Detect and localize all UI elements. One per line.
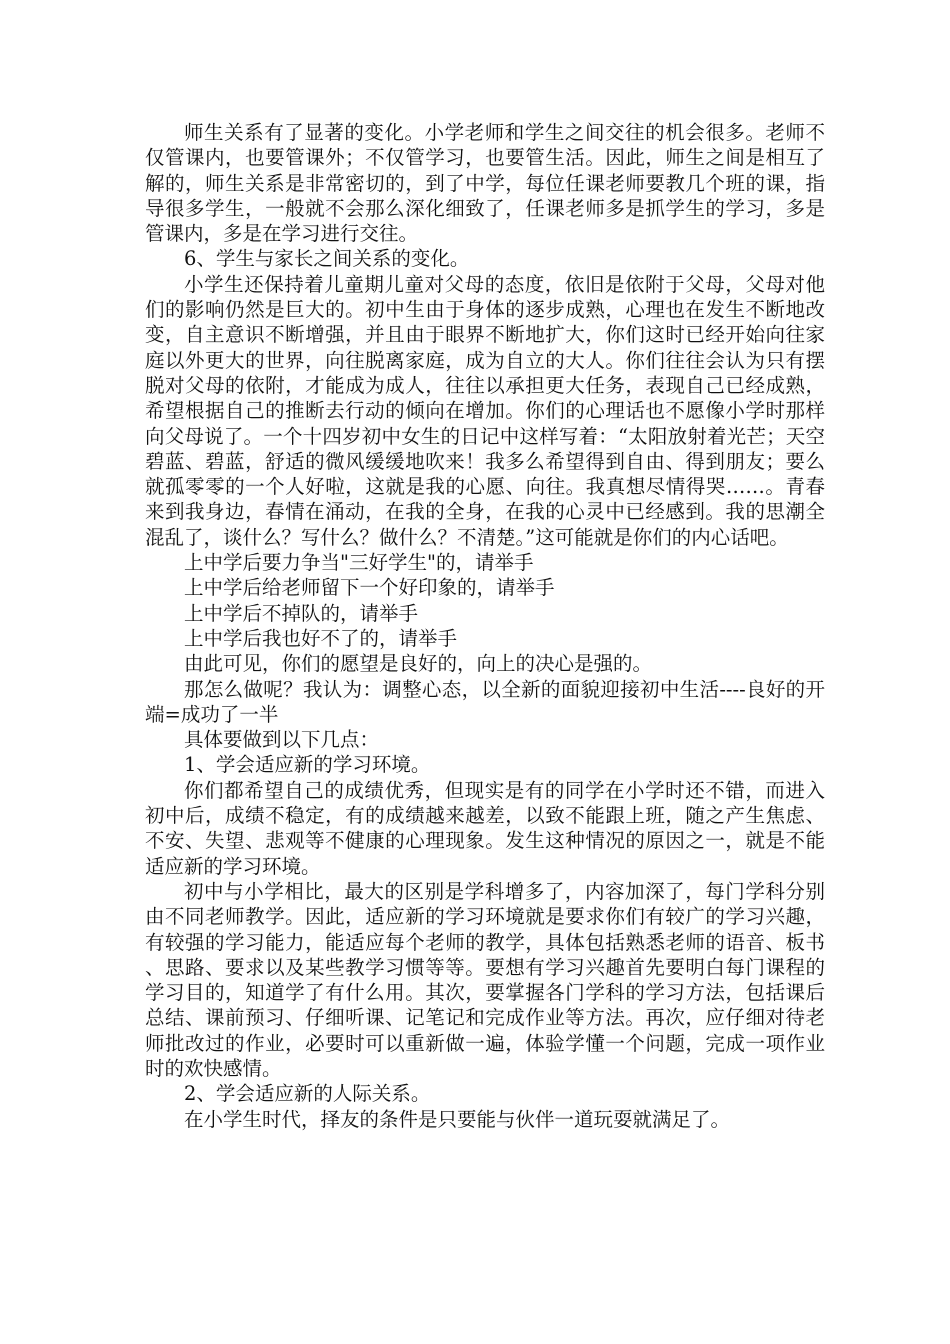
heading-interpersonal-relationships: 2、学会适应新的人际关系。	[184, 1082, 431, 1106]
line-not-fall-behind: 上中学后不掉队的，请举手	[184, 601, 419, 625]
paragraph-choosing-friends: 在小学生时代，择友的条件是只要能与伙伴一道玩耍就满足了。	[184, 1107, 731, 1131]
paragraph-student-parent-relationship: 小学生还保持着儿童期儿童对父母的态度，依旧是依附于父母，父母对他们的影响仍然是巨大的。初中生由于身体的逐步成熟，心理也在发生不断地改变，自主意识不断增强，并且由于眼界不断地扩大，你们这时已经开始向往家庭以外更大的世界，向往脱离家庭，成为自立的大人。你们往往会认为只有摆脱对父母的依附，才能成为成人，往往以承担更大任务，表现自己已经成熟，希望根据自己的推断去行动的倾向在增加。你们的心理话也不愿像小学时那样向父母说了。一个十四岁初中女生的日记中这样写着：“太阳放射着光芒；天空碧蓝、碧蓝，舒适的微风缓缓地吹来！我多么希望得到自由、得到朋友；要么就孤零零的一个人好啦，这就是我的心愿、向往。我真想尽情得哭……。青春来到我身边，春情在涌动，在我的全身，在我的心灵中已经感到。我的思潮全混乱了，谈什么？写什么？做什么？不清楚。”这可能就是你们的内心话吧。	[145, 272, 825, 549]
line-good-impression: 上中学后给老师留下一个好印象的，请举手	[184, 576, 555, 600]
paragraph-teacher-student-relationship: 师生关系有了显著的变化。小学老师和学生之间交往的机会很多。老师不仅管课内，也要管课外；不仅管学习，也要管生活。因此，师生之间是相互了解的，师生关系是非常密切的，到了中学，每位任课老师要教几个班的课，指导很多学生，一般就不会那么深化细致了，任课老师多是抓学生的学习，多是管课内，多是在学习进行交往。	[145, 121, 825, 246]
heading-learning-environment: 1、学会适应新的学习环境。	[184, 753, 431, 777]
paragraph-adjust-mindset: 那怎么做呢？我认为：调整心态，以全新的面貌迎接初中生活----良好的开端=成功了一半	[145, 677, 825, 726]
paragraph-conclusion: 由此可见，你们的愿望是良好的，向上的决心是强的。	[184, 652, 653, 676]
line-not-good-either: 上中学后我也好不了的，请举手	[184, 626, 458, 650]
document-body	[145, 120, 825, 1132]
paragraph-specific-points: 具体要做到以下几点：	[184, 728, 380, 752]
line-three-good-students: 上中学后要力争当"三好学生"的，请举手	[184, 551, 534, 575]
paragraph-middle-vs-primary: 初中与小学相比，最大的区别是学科增多了，内容加深了，每门学科分别由不同老师教学。因此，适应新的学习环境就是要求你们有较广的学习兴趣，有较强的学习能力，能适应每个老师的教学，具体包括熟悉老师的语音、板书、思路、要求以及某些教学习惯等等。要想有学习兴趣首先要明白每门课程的学习目的，知道学了有什么用。其次，要掌握各门学科的学习方法，包括课后总结、课前预习、仔细听课、记笔记和完成作业等方法。再次，应仔细对待老师批改过的作业，必要时可以重新做一遍，体验学懂一个问题，完成一项作业时的欢快感情。	[145, 879, 825, 1080]
heading-student-parent-relationship: 6、学生与家长之间关系的变化。	[184, 247, 470, 271]
paragraph-grades: 你们都希望自己的成绩优秀，但现实是有的同学在小学时还不错，而进入初中后，成绩不稳定，有的成绩越来越差，以致不能跟上班，随之产生焦虑、不安、失望、悲观等不健康的心理现象。发生这种情况的原因之一，就是不能适应新的学习环境。	[145, 778, 825, 878]
